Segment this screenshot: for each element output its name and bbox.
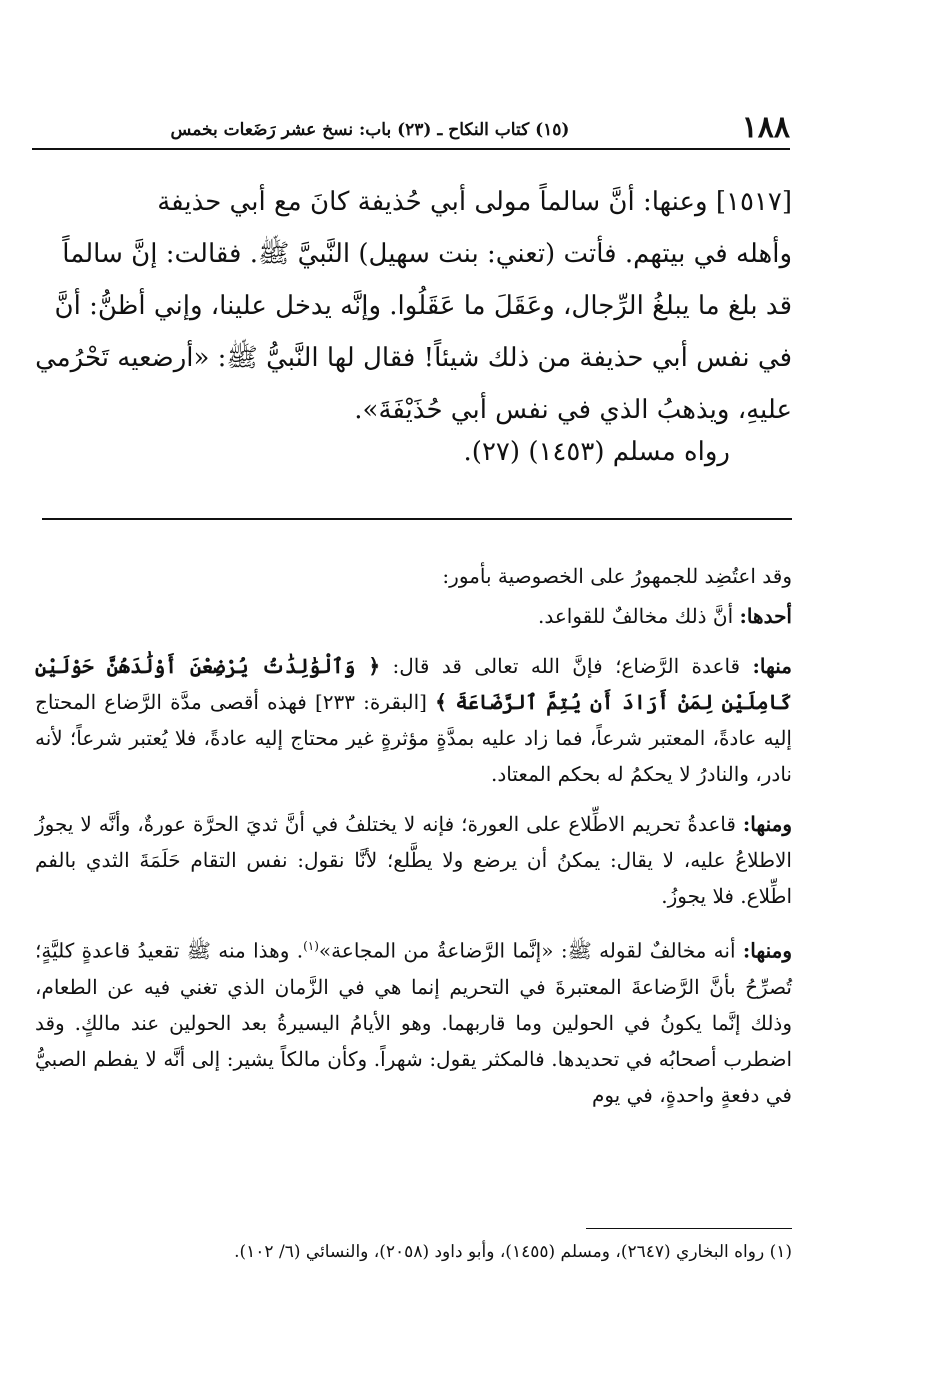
point-lead: أحدها: — [739, 604, 792, 628]
hadith-line: عليهِ، ويذهبُ الذي في نفس أبي حُذَيْفَةَ». — [354, 395, 792, 425]
hadith-line: وأهله في بيتهم. فأتت (تعني: بنت سهيل) النَّبيَّ ﷺ. فقالت: إنَّ سالماً — [62, 239, 792, 269]
section-rule — [42, 518, 792, 520]
commentary-point — [35, 598, 792, 634]
footnote: (١) رواه البخاري (٢٦٤٧)، ومسلم (١٤٥٥)، وأبو داود (٢٠٥٨)، والنسائي (٦/ ١٠٢). — [234, 1242, 792, 1262]
header-rule — [32, 148, 790, 150]
paragraph-text: . وهذا منه ﷺ تقعيدُ قاعدةٍ كليَّةٍ؛ تُصرِّحُ بأنَّ الرَّضاعةَ المعتبرةَ في التحريم إنما هي في الزَّمان الذي تغني فيه عن الطعام، وذلك إنَّما يكونُ في الحولين وما قاربهما. وهو الأيامُ اليسيرةُ بعد الحولين عند مالكٍ. وقد اضطرب أصحابُه في تحديدها. فالمكثر يقول: شهراً. وكأن مالكاً يشير: إلى أنَّه لا يفطم الصبيُّ في دفعةٍ واحدةٍ، في يوم — [35, 938, 792, 1107]
running-head: (١٥) كتاب النكاح ـ (٢٣) باب: نسخ عشر رَضَعات بخمس — [170, 120, 570, 140]
paragraph-lead: ومنها: — [742, 812, 792, 836]
paragraph-lead: منها: — [752, 654, 792, 678]
commentary-intro: وقد اعتُضِد للجمهورُ على الخصوصية بأمور: — [442, 564, 792, 588]
commentary-paragraph — [35, 928, 792, 1113]
hadith-block — [30, 176, 792, 436]
paragraph-text: قاعدةُ تحريم الاطِّلاع على العورة؛ فإنه لا يختلفُ في أنَّ ثديَ الحرَّة عورةٌ، وأنَّه لا يجوزُ الاطلاعُ عليه، لا يقال: يمكنُ أن يرضع ولا يطَّلع؛ لأنَّا نقول: نفس التقام حَلَمَةَ الثدي بالفم اطِّلاع. فلا يجوزُ. — [35, 812, 792, 908]
hadith-line: قد بلغ ما يبلغُ الرِّجال، وعَقَلَ ما عَقَلُوا. وإنَّه يدخل علينا، وإني أظنُّ: أنَّ — [54, 291, 792, 321]
paragraph-lead: ومنها: — [742, 938, 792, 963]
paragraph-text: أنه مخالفٌ لقوله ﷺ: «إنَّما الرَّضاعةُ من المجاعة» — [318, 938, 743, 963]
commentary-paragraph — [35, 648, 792, 792]
footnote-marker: (١) — [303, 939, 319, 953]
quran-verse: ﴿ وَٱلْوَٰلِدَٰتُ يُرْضِعْنَ أَوْلَٰدَهُنَّ حَوْلَيْنِ كَامِلَيْنِ لِمَنْ أَرَادَ أَن يُتِمَّ ٱلرَّضَاعَةَ ﴾ — [35, 654, 792, 714]
page-number: ١٨٨ — [741, 110, 790, 145]
point-text: أنَّ ذلك مخالفٌ للقواعد. — [537, 604, 740, 628]
paragraph-text: قاعدة الرَّضاع؛ فإنَّ الله تعالى قد قال: — [380, 654, 753, 678]
commentary — [35, 558, 792, 1127]
hadith-line: في نفس أبي حذيفة من ذلك شيئاً! فقال لها النَّبيُّ ﷺ: «أرضعيه تَحْرُمي — [35, 343, 792, 373]
commentary-paragraph — [35, 806, 792, 914]
hadith-source: رواه مسلم (١٤٥٣) (٢٧). — [463, 437, 730, 467]
hadith-line: [١٥١٧] وعنها: أنَّ سالماً مولى أبي حُذيفة كانَ مع أبي حذيفة — [157, 187, 792, 217]
paragraph-text: [البقرة: ٢٣٣] فهذه أقصى مدَّة الرَّضاع المحتاج إليه عادةً، المعتبر شرعاً، فما زاد عليه بمدَّةٍ مؤثرةٍ غير محتاج إليه عادةً، فلا يُعتبر شرعاً؛ لأنه نادر، والنادرُ لا يحكمُ له بحكم المعتاد. — [35, 690, 792, 786]
footnote-rule — [586, 1228, 792, 1229]
